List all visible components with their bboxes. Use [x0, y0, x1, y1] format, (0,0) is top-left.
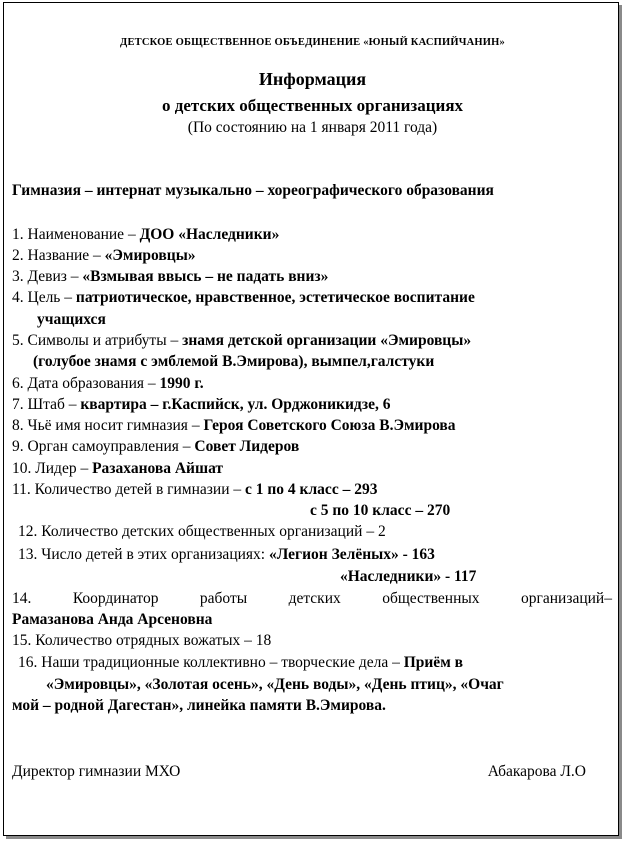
item-label: 7. Штаб –: [12, 396, 81, 413]
item-label: 6. Дата образования –: [12, 375, 160, 392]
item-label: 11. Количество детей в гимназии –: [12, 481, 245, 498]
item-value: «Взмывая ввысь – не падать вниз»: [82, 268, 329, 285]
item-label: 13. Число детей в этих организациях:: [18, 546, 269, 563]
item-word: общественных: [382, 590, 480, 607]
item-5: [12, 331, 471, 350]
org-header: ДЕТСКОЕ ОБЩЕСТВЕННОЕ ОБЪЕДИНЕНИЕ «ЮНЫЙ КАСПИЙЧАНИН»: [120, 37, 505, 48]
item-value: Героя Советского Союза В.Эмирова: [203, 417, 456, 434]
item-word: детских: [288, 590, 341, 607]
item-8: [12, 416, 456, 435]
item-10: [12, 459, 223, 478]
school-name: Гимназия – интернат музыкально – хореографического образования: [12, 182, 494, 199]
signature-position: Директор гимназии МХО: [12, 763, 181, 780]
item-label: 2. Название –: [12, 247, 105, 264]
item-value: ДОО «Наследники»: [139, 226, 280, 243]
item-16-continuation: «Эмировцы», «Золотая осень», «День воды», «День птиц», «Очаг: [46, 676, 504, 693]
item-word: Координатор: [72, 590, 159, 607]
item-label: 4. Цель –: [12, 289, 76, 306]
item-6: [12, 374, 204, 393]
item-value: Разаханова Айшат: [92, 460, 224, 477]
item-12: 12. Количество детских общественных организаций – 2: [18, 523, 386, 540]
date-note: (По состоянию на 1 января 2011 года): [187, 119, 438, 136]
item-value: «Легион Зелёных» - 163: [268, 546, 435, 563]
item-word: работы: [199, 590, 248, 607]
item-14-continuation: Рамазанова Анда Арсеновна: [12, 611, 213, 628]
item-value: «Эмировцы»: [104, 247, 196, 264]
item-4-continuation: учащихся: [37, 311, 106, 328]
item-label: 1. Наименование –: [12, 226, 140, 243]
item-15: 15. Количество отрядных вожатых – 18: [12, 632, 272, 649]
item-value: 1990 г.: [159, 375, 204, 392]
item-13: [18, 545, 435, 564]
item-1: [12, 225, 279, 244]
item-label: 5. Символы и атрибуты –: [12, 332, 183, 349]
item-16: [18, 653, 463, 672]
item-label: 16. Наши традиционные коллективно – творческие дела –: [18, 654, 404, 671]
item-value: Приём в: [403, 654, 463, 671]
item-word: 14.: [12, 590, 32, 607]
item-value: патриотическое, нравственное, эстетическое воспитание: [75, 289, 475, 306]
signature-line: [12, 762, 586, 781]
item-16-continuation-2: мой – родной Дагестан», линейка памяти В.Эмирова.: [12, 697, 386, 714]
item-3: [12, 267, 328, 286]
document-title: Информация: [258, 69, 367, 89]
item-value: с 1 по 4 класс – 293: [245, 481, 378, 498]
signature-name: Абакарова Л.О: [487, 763, 586, 780]
item-label: 8. Чьё имя носит гимназия –: [12, 417, 204, 434]
item-5-continuation: (голубое знамя с эмблемой В.Эмирова), вымпел,галстуки: [33, 353, 435, 370]
item-9: [12, 437, 299, 456]
item-13-continuation: «Наследники» - 117: [340, 568, 477, 585]
item-label: 3. Девиз –: [12, 268, 83, 285]
item-11: [12, 480, 377, 499]
item-value: квартира – г.Каспийск, ул. Орджоникидзе, 6: [80, 396, 391, 413]
item-label: 10. Лидер –: [12, 460, 93, 477]
item-11-continuation: с 5 по 10 класс – 270: [310, 502, 451, 519]
item-label: 9. Орган самоуправления –: [12, 438, 195, 455]
item-7: [12, 395, 391, 414]
item-4: [12, 288, 475, 307]
item-word: организаций–: [521, 590, 612, 607]
item-2: [12, 246, 196, 265]
document-subtitle: о детских общественных организациях: [161, 96, 464, 115]
item-14: [12, 589, 612, 608]
item-value: знамя детской организации «Эмировцы»: [182, 332, 472, 349]
item-value: Совет Лидеров: [194, 438, 300, 455]
